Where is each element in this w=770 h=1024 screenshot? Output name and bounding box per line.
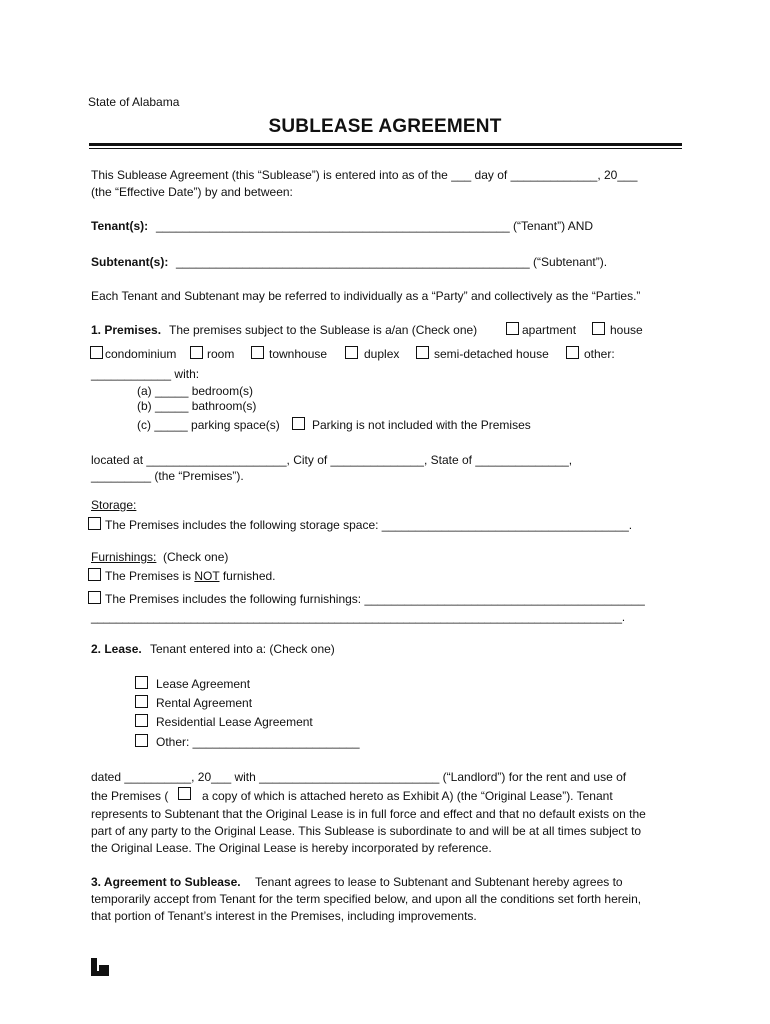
- lease-line-4: part of any party to the Original Lease. This Sublease is subordinate to and will be at all times subject to: [91, 824, 642, 838]
- rental-agreement-label: Rental Agreement: [156, 696, 253, 710]
- tenant-label: Tenant(s):: [91, 219, 149, 233]
- other-checkbox[interactable]: [566, 346, 579, 359]
- lease-line-5: the Original Lease. The Original Lease is hereby incorporated by reference.: [91, 841, 492, 855]
- other-lease-label[interactable]: Other: _________________________: [156, 735, 360, 749]
- storage-checkbox[interactable]: [88, 517, 101, 530]
- agreement-line-3: that portion of Tenant’s interest in the Premises, including improvements.: [91, 909, 477, 923]
- with-line[interactable]: ____________ with:: [91, 367, 200, 381]
- rental-agreement-checkbox[interactable]: [135, 695, 148, 708]
- premises-text: The premises subject to the Sublease is a/an (Check one): [169, 323, 478, 337]
- residential-lease-label: Residential Lease Agreement: [156, 715, 313, 729]
- not-furnished-label: The Premises is NOT furnished.: [105, 569, 276, 583]
- semi-detached-label: semi-detached house: [434, 347, 549, 361]
- apartment-label: apartment: [522, 323, 577, 337]
- townhouse-label: townhouse: [269, 347, 328, 361]
- lease-heading: 2. Lease.: [91, 642, 142, 656]
- location-line-2[interactable]: _________ (the “Premises”).: [91, 469, 244, 483]
- state-label: State of Alabama: [88, 95, 180, 109]
- other-lease-checkbox[interactable]: [135, 734, 148, 747]
- location-line[interactable]: located at _____________________, City of ______________, State of ______________,: [91, 453, 573, 467]
- page-title: SUBLEASE AGREEMENT: [268, 116, 502, 137]
- brand-logo-icon: [90, 957, 110, 977]
- lease-line-3: represents to Subtenant that the Original Lease is in full force and effect and that no default exists on the: [91, 807, 646, 821]
- title-rule-thick: [89, 143, 682, 146]
- room-checkbox[interactable]: [190, 346, 203, 359]
- furnished-text[interactable]: The Premises includes the following furnishings: __________________________________________: [105, 592, 645, 606]
- furnishings-heading: Furnishings:: [91, 550, 157, 564]
- condominium-label: condominium: [105, 347, 177, 361]
- parties-text: Each Tenant and Subtenant may be referred to individually as a “Party” and collectively as the “Parties.”: [91, 289, 641, 303]
- duplex-label: duplex: [364, 347, 400, 361]
- furnished-line-2[interactable]: _____________________________________________________________________________________.: [91, 612, 625, 624]
- intro-line-1: This Sublease Agreement (this “Sublease”) is entered into as of the ___ day of _____________, 20___: [91, 168, 638, 182]
- agreement-heading: 3. Agreement to Sublease.: [91, 875, 241, 889]
- furnishings-check-note: (Check one): [163, 550, 229, 564]
- bathrooms-line[interactable]: (b) _____ bathroom(s): [137, 399, 257, 413]
- residential-lease-checkbox[interactable]: [135, 714, 148, 727]
- townhouse-checkbox[interactable]: [251, 346, 264, 359]
- subtenant-field[interactable]: _____________________________________________________ (“Subtenant”).: [176, 255, 608, 269]
- furnished-checkbox[interactable]: [88, 591, 101, 604]
- not-furnished-checkbox[interactable]: [88, 568, 101, 581]
- lease-agreement-label: Lease Agreement: [156, 677, 251, 691]
- no-parking-checkbox[interactable]: [292, 417, 305, 430]
- exhibit-checkbox[interactable]: [178, 787, 191, 800]
- premises-exhibit-pre: the Premises (: [91, 789, 169, 803]
- parking-line[interactable]: (c) _____ parking space(s): [137, 418, 280, 432]
- lease-text: Tenant entered into a: (Check one): [150, 642, 335, 656]
- subtenant-label: Subtenant(s):: [91, 255, 169, 269]
- room-label: room: [207, 347, 235, 361]
- agreement-line-2: temporarily accept from Tenant for the term specified below, and upon all the conditions set forth herein,: [91, 892, 642, 906]
- condominium-checkbox[interactable]: [90, 346, 103, 359]
- agreement-line-1: Tenant agrees to lease to Subtenant and Subtenant hereby agrees to: [255, 875, 623, 889]
- title-rule-thin: [89, 148, 682, 149]
- storage-heading: Storage:: [91, 498, 137, 512]
- no-parking-label: Parking is not included with the Premises: [312, 418, 531, 432]
- house-checkbox[interactable]: [592, 322, 605, 335]
- premises-exhibit-post: a copy of which is attached hereto as Exhibit A) (the “Original Lease”). Tenant: [202, 789, 613, 803]
- intro-line-2: (the “Effective Date”) by and between:: [91, 185, 293, 199]
- duplex-checkbox[interactable]: [345, 346, 358, 359]
- semi-detached-checkbox[interactable]: [416, 346, 429, 359]
- premises-heading: 1. Premises.: [91, 323, 162, 337]
- lease-agreement-checkbox[interactable]: [135, 676, 148, 689]
- other-label: other:: [584, 347, 615, 361]
- house-label: house: [610, 323, 643, 337]
- bedrooms-line[interactable]: (a) _____ bedroom(s): [137, 384, 254, 398]
- storage-text[interactable]: The Premises includes the following storage space: _____________________________________.: [105, 518, 633, 532]
- apartment-checkbox[interactable]: [506, 322, 519, 335]
- tenant-field[interactable]: _____________________________________________________ (“Tenant”) AND: [156, 219, 594, 233]
- dated-line[interactable]: dated __________, 20___ with ___________________________ (“Landlord”) for the rent and use of: [91, 770, 627, 784]
